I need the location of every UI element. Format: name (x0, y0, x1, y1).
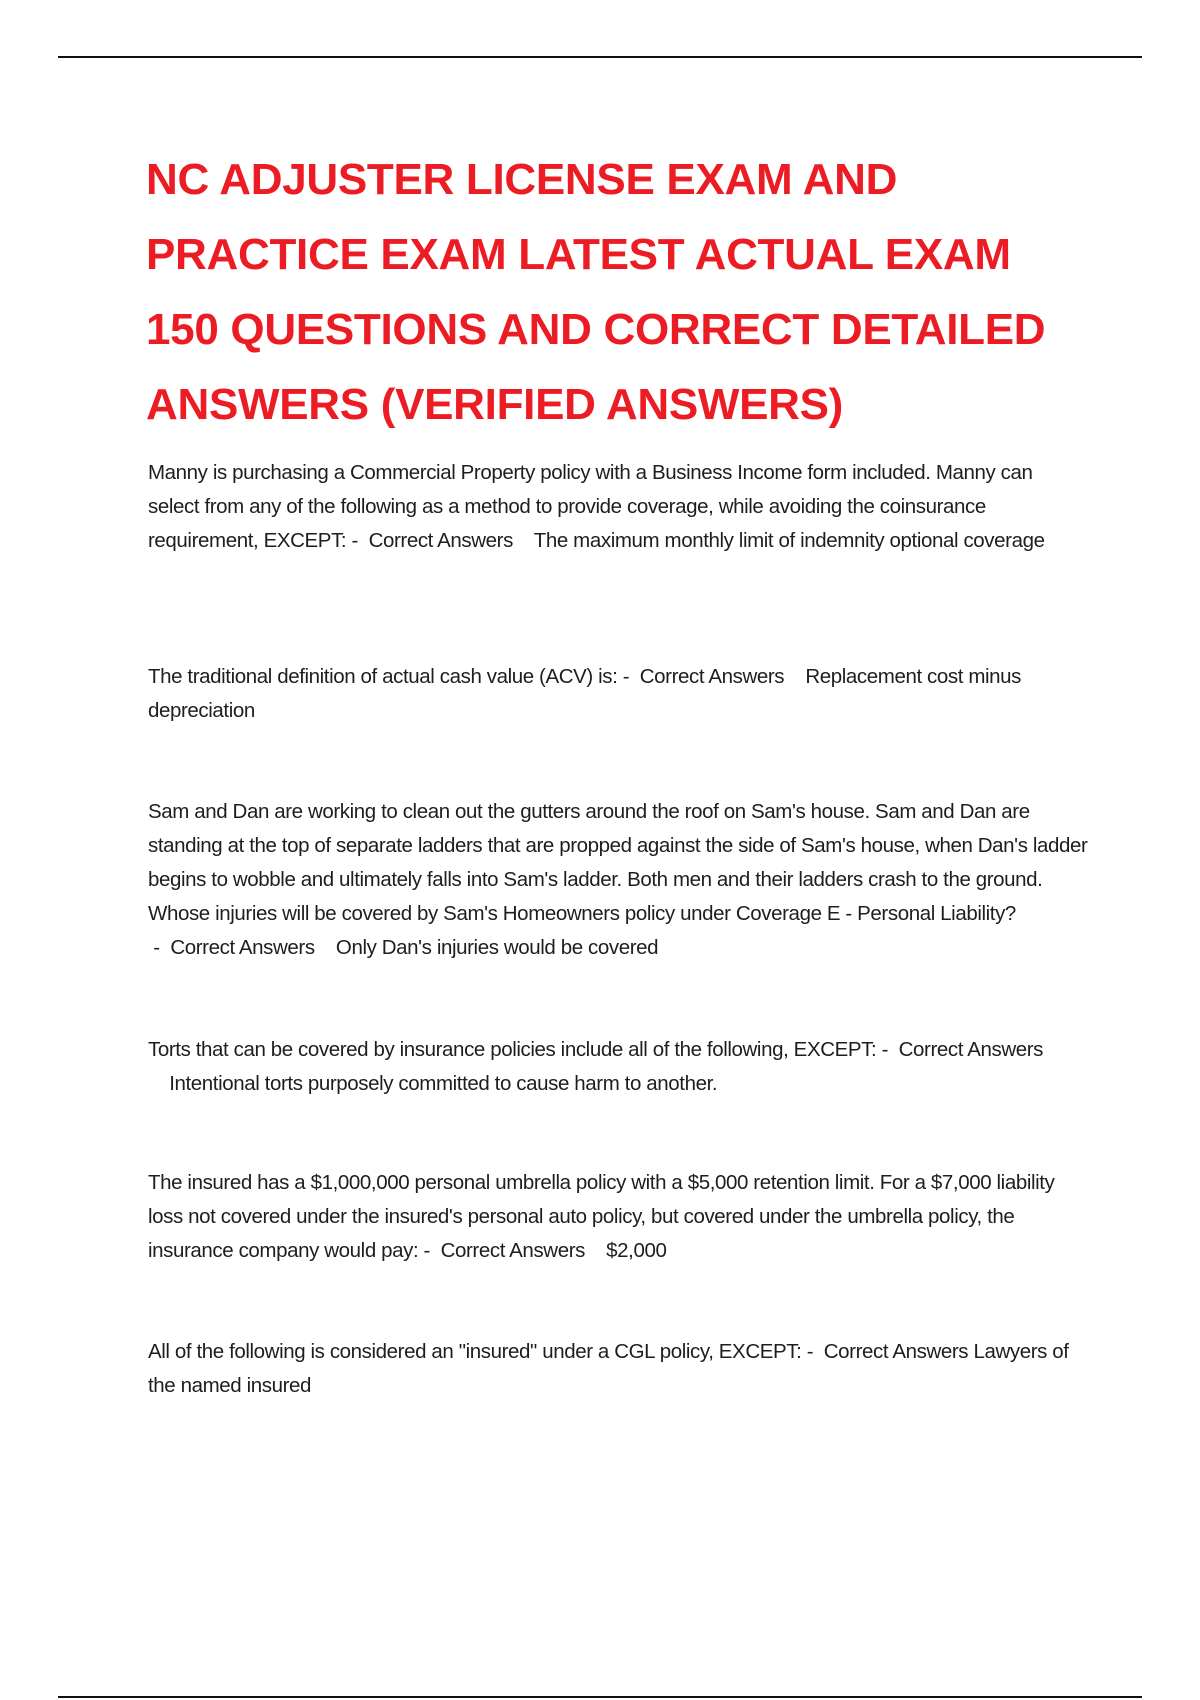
qa-item: Sam and Dan are working to clean out the gutters around the roof on Sam's house. Sam and Dan are standing at the top of separate ladders that are propped against the side of Sam's house, when Dan's ladder begins to wobble and ultimately falls into Sam's ladder. Both men and their ladders crash to the ground. Whose injuries will be covered by Sam's Homeowners policy under Coverage E - Personal Liability? - Correct Answers Only Dan's injuries would be covered (148, 800, 1088, 959)
answer-label: Correct Answers (639, 665, 785, 688)
question-text: Torts that can be covered by insurance policies include all of the following, EXCEPT: (148, 1038, 877, 1061)
question-text: Sam and Dan are working to clean out the gutters around the roof on Sam's house. Sam and Dan are standing at the top of separate ladders that are propped against the side of Sam's house, when Dan's ladder begins to wobble and ultimately falls into Sam's ladder. Both men and their ladders crash to the ground. Whose injuries will be covered by Sam's Homeowners policy under Coverage E - Personal Liability? (148, 800, 1088, 925)
qa-item: Manny is purchasing a Commercial Property policy with a Business Income form included. Manny can select from any of the following as a method to provide coverage, while avoiding the coinsurance requirement, EXCEPT: - Correct Answers The maximum monthly limit of indemnity optional coverage (148, 461, 1045, 552)
qa-item: The insured has a $1,000,000 personal umbrella policy with a $5,000 retention limit. For a $7,000 liability loss not covered under the insured's personal auto policy, but covered under the umbrella policy, the insurance company would pay: - Correct Answers $2,000 (148, 1171, 1055, 1262)
answer-label: Correct Answers (898, 1038, 1044, 1061)
answer-text: The maximum monthly limit of indemnity optional coverage (533, 529, 1045, 552)
question-text: The insured has a $1,000,000 personal umbrella policy with a $5,000 retention limit. For a $7,000 liability loss not covered under the insured's personal auto policy, but covered under the umbrella policy, the insurance company would pay: (148, 1171, 1055, 1262)
answer-text: $2,000 (606, 1239, 667, 1262)
document-title: NC ADJUSTER LICENSE EXAM AND PRACTICE EXAM LATEST ACTUAL EXAM 150 QUESTIONS AND CORRECT DETAILED ANSWERS (VERIFIED ANSWERS) (146, 155, 1046, 429)
answer-text: Lawyers of the named insured (148, 1340, 1069, 1397)
answer-text: Only Dan's injuries would be covered (335, 936, 659, 959)
question-text: Manny is purchasing a Commercial Property policy with a Business Income form included. Manny can select from any of the following as a method to provide coverage, while avoiding the coinsurance requirement, EXCEPT: (148, 461, 1033, 552)
qa-item: Torts that can be covered by insurance policies include all of the following, EXCEPT: - Correct Answers Intentional torts purposely committed to cause harm to another. (148, 1038, 1044, 1095)
qa-item: All of the following is considered an "insured" under a CGL policy, EXCEPT: - Correct Answers Lawyers of the named insured (148, 1340, 1069, 1397)
answer-label: Correct Answers (170, 936, 315, 959)
answer-text: Replacement cost minus depreciation (148, 665, 1022, 722)
answer-text: Intentional torts purposely committed to cause harm to another. (169, 1072, 718, 1095)
top-rule (58, 56, 1142, 58)
answer-label: Correct Answers (368, 529, 513, 552)
answer-label: Correct Answers (440, 1239, 585, 1262)
question-text: The traditional definition of actual cash value (ACV) is: (148, 665, 618, 688)
answer-label: Correct Answers (823, 1340, 969, 1363)
bottom-rule (58, 1696, 1142, 1698)
question-text: All of the following is considered an "insured" under a CGL policy, EXCEPT: (148, 1340, 802, 1363)
qa-item: The traditional definition of actual cash value (ACV) is: - Correct Answers Replacement cost minus depreciation (148, 665, 1022, 722)
